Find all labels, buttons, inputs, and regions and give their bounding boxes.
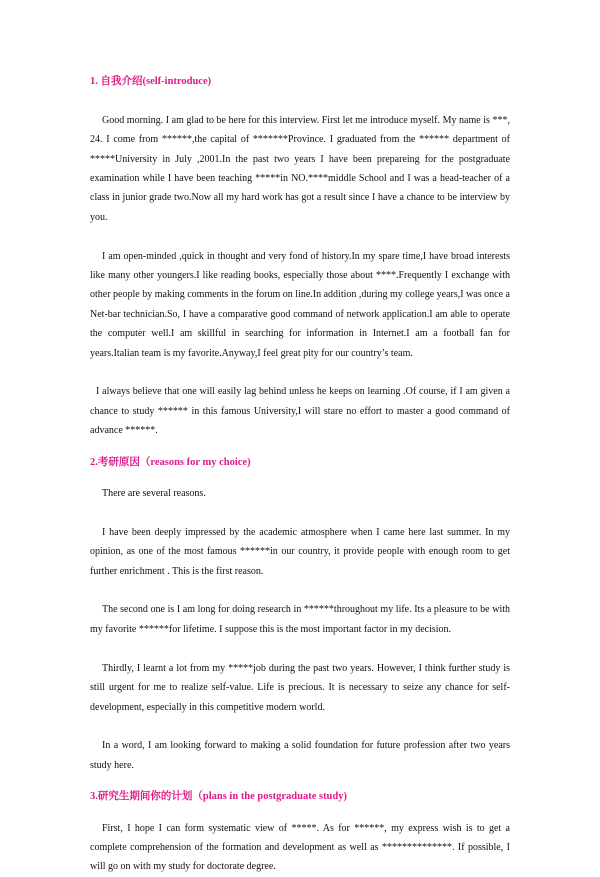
section-1-paragraph-1: Good morning. I am glad to be here for this interview. First let me introduce myself. My name is ***, 24. I come from ******,the capital of *******Province. I graduated from the ****** department of *****University in July ,2001.In the past two years I have been prepareing for the postgraduate examination while I have been teaching *****in NO.****middle School and I was a head-teacher of a class in junior grade two.Now all my hard work has got a result since I have a chance to be interview by you.: [90, 114, 510, 223]
section-2-paragraph-4: Thirdly, I learnt a lot from my *****job during the past two years. However, I think further study is still urgent for me to realize self-value. Life is precious. It is necessary to seize any chance for self-development, especially in this competitive modern world.: [90, 662, 510, 713]
section-1-heading: 1. 自我介绍(self-introduce): [90, 76, 212, 87]
section-2-paragraph-5: In a word, I am looking forward to making a solid foundation for future profession after two years study here.: [90, 740, 510, 771]
section-2-heading: 2.考研原因（reasons for my choice): [90, 456, 251, 468]
section-1-paragraph-2: I am open-minded ,quick in thought and very fond of history.In my spare time,I have broad interests like many other youngers.I like reading books, especially those about ****.Frequently I exchange with other people by making comments in the forum on line.In addition ,during my college years,I was once a Net-bar technician.So, I have a comparative good command of network application.I am able to operate the computer well.I am skillful in searching for information in Internet.I am a football fan for years.Italian team is my favorite.Anyway,I feel great pity for our country’s team.: [90, 250, 510, 359]
section-1-paragraph-3: I always believe that one will easily lag behind unless he keeps on learning .Of course, if I am given a chance to study ****** in this famous University,I will stare no effort to master a good command of advance ******.: [90, 386, 510, 437]
section-2-paragraph-1: There are several reasons.: [102, 488, 206, 500]
section-2-paragraph-2: I have been deeply impressed by the academic atmosphere when I came here last summer. In my opinion, as one of the most famous ******in our country, it provide people with enough room to get further enrichment . This is the first reason.: [90, 526, 510, 577]
section-2-paragraph-3: The second one is I am long for doing research in ******throughout my life. Its a pleasure to be with my favorite ******for lifetime. I suppose this is the most important factor in my decision.: [90, 604, 510, 635]
section-3-paragraph-1: First, I hope I can form systematic view of *****. As for ******, my express wish is to get a complete comprehension of the formation and development as well as **************. If possible, I will go on with my study for doctorate degree.: [90, 822, 510, 873]
section-3-heading: 3.研究生期间你的计划（plans in the postgraduate study): [90, 791, 347, 803]
document-body: [90, 72, 510, 877]
